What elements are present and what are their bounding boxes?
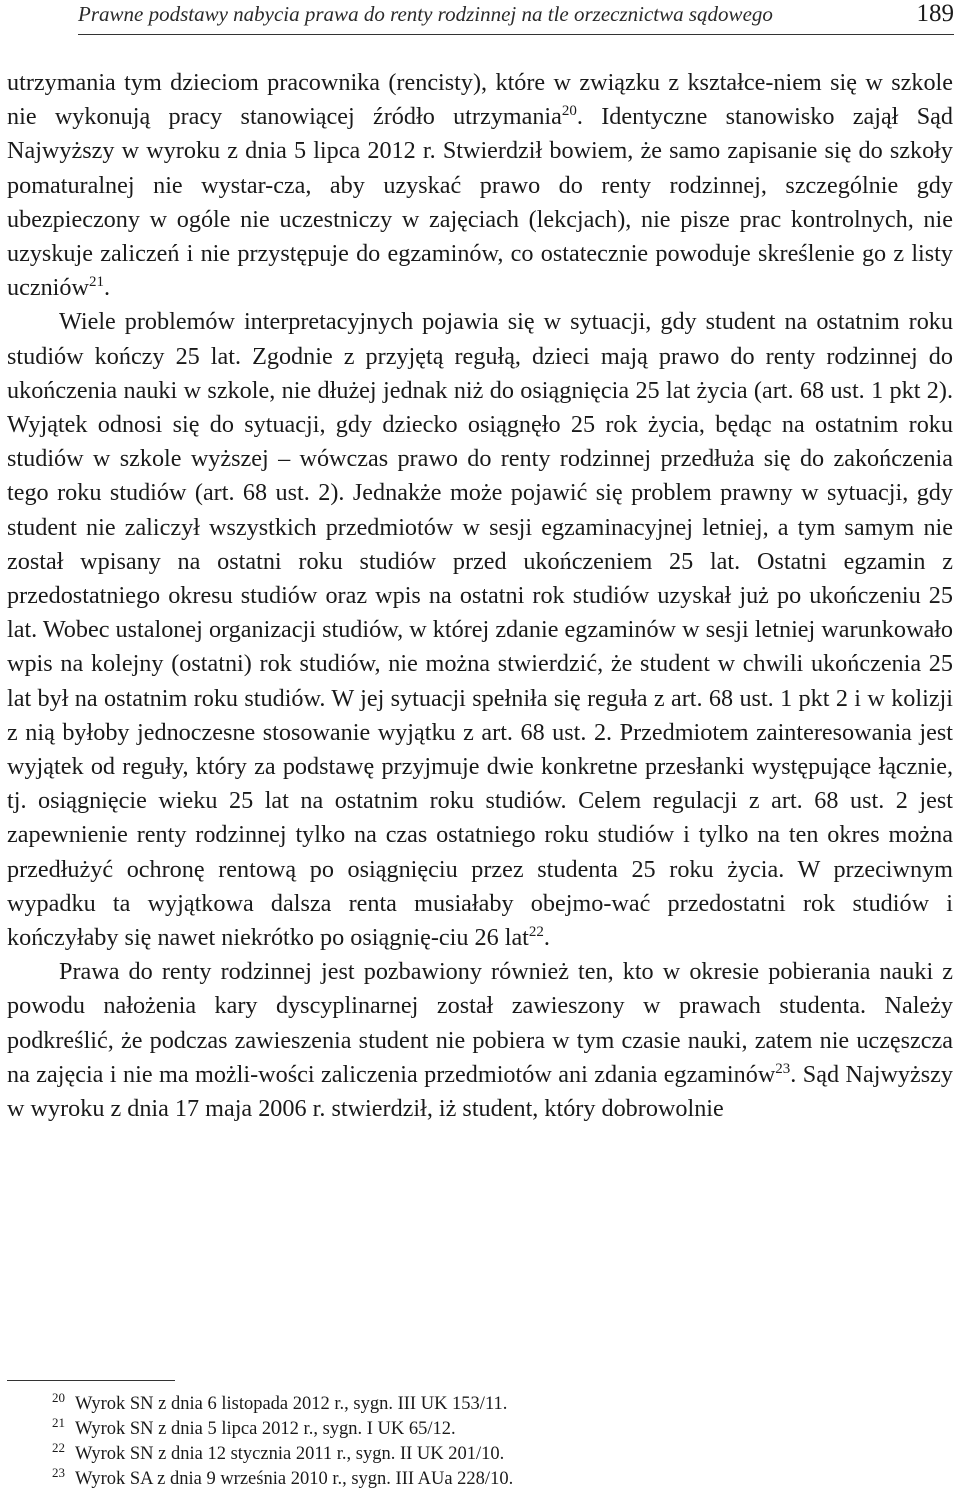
- footnote-text: Wyrok SN z dnia 12 stycznia 2011 r., sygn. II UK 201/10.: [75, 1444, 505, 1464]
- paragraph-1-text-a: utrzymania tym dzieciom pracownika (rencisty), które w związku z kształce-niem się w szkole nie wykonują pracy stanowiącej źródło utrzymania: [7, 69, 953, 131]
- footnote-ref-22: 22: [528, 924, 544, 941]
- footnote-22: 22 Wyrok SN z dnia 12 stycznia 2011 r., sygn. II UK 201/10.: [52, 1440, 505, 1464]
- paragraph-3-text-a: Prawa do renty rodzinnej jest pozbawiony również ten, kto w okresie pobierania nauki z powodu nałożenia kary dyscyplinarnej został zawieszony w prawach studenta. Należy podkreślić, że podczas zawieszenia student nie pobiera w tym czasie nauki, zatem nie uczęszcza na zajęcia i nie ma możli-wości zaliczenia przedmiotów ani zdania egzaminów: [7, 958, 953, 1088]
- footnote-20: 20 Wyrok SN z dnia 6 listopada 2012 r., sygn. III UK 153/11.: [52, 1390, 508, 1414]
- paragraph-3: [7, 955, 953, 1126]
- footnote-ref-20: 20: [561, 103, 577, 120]
- footnote-text: Wyrok SA z dnia 9 września 2010 r., sygn. III AUa 228/10.: [75, 1469, 514, 1489]
- page-number: 189: [916, 0, 954, 27]
- running-title: Prawne podstawy nabycia prawa do renty rodzinnej na tle orzecznictwa sądowego: [78, 2, 773, 26]
- footnote-ref-21: 21: [88, 274, 104, 291]
- paragraph-1-text-c: .: [103, 274, 110, 302]
- paragraph-1-text-b: . Identyczne stanowisko zajął Sąd Najwyższy w wyroku z dnia 5 lipca 2012 r. Stwierdził bowiem, że samo zapisanie się do szkoły pomaturalnej nie wystar-cza, aby uzyskać prawo do renty rodzinnej, szczególnie gdy ubezpieczony w ogóle nie uczestniczy w zajęciach (lekcjach), nie pisze prac kontrolnych, nie uzyskuje zaliczeń i nie przystępuje do egzaminów, co ostatecznie powoduje skreślenie go z listy uczniów: [7, 103, 953, 302]
- footnote-ref-23: 23: [775, 1060, 791, 1077]
- footnote-21: 21 Wyrok SN z dnia 5 lipca 2012 r., sygn. I UK 65/12.: [52, 1415, 456, 1439]
- running-header: [78, 0, 954, 34]
- paragraph-3-text-b: . Sąd Najwyższy w wyroku z dnia 17 maja 2006 r. stwierdził, iż student, który dobrowolnie: [7, 1060, 953, 1123]
- footnote-text: Wyrok SN z dnia 5 lipca 2012 r., sygn. I UK 65/12.: [75, 1419, 456, 1439]
- footnote-text: Wyrok SN z dnia 6 listopada 2012 r., sygn. III UK 153/11.: [75, 1394, 508, 1414]
- footnote-rule: [7, 1380, 175, 1381]
- paragraph-1: [7, 66, 953, 305]
- paragraph-2-text-b: .: [543, 924, 550, 952]
- header-rule: [78, 34, 954, 35]
- body-text: [7, 66, 953, 1126]
- paragraph-2-text-a: Wiele problemów interpretacyjnych pojawia się w sytuacji, gdy student na ostatnim roku studiów kończy 25 lat. Zgodnie z przyjętą regułą, dzieci mają prawo do renty rodzinnej do ukończenia nauki w szkole, nie dłużej jednak niż do osiągnięcia 25 lat życia (art. 68 ust. 1 pkt 2). Wyjątek odnosi się do sytuacji, gdy dziecko osiągnęło 25 rok życia, będąc na ostatnim roku studiów w szkole wyższej – wówczas prawo do renty rodzinnej przedłuża się do zakończenia tego roku studiów (art. 68 ust. 2). Jednakże może pojawić się problem prawny w sytuacji, gdy student nie zaliczył wszystkich przedmiotów w sesji egzaminacyjnej letniej, a tym samym nie został wpisany na ostatni roku studiów przed ukończeniem 25 lat. Ostatni egzamin z przedostatniego okresu studiów oraz wpis na ostatni rok studiów uzyskał już po ukończeniu 25 lat. Wobec ustalonej organizacji studiów, w której zdanie egzaminów w sesji letniej warunkowało wpis na kolejny (ostatni) rok studiów, nie można stwierdzić, że student w chwili ukończenia 25 lat był na ostatnim roku studiów. W jej sytuacji spełniła się reguła z art. 68 ust. 1 pkt 2 i w kolizji z nią byłoby jednoczesne stosowanie wyjątku z art. 68 ust. 2. Przedmiotem zainteresowania jest wyjątek od reguły, który za podstawę przyjmuje dwie konkretne przesłanki występujące łącznie, tj. osiągnięcie wieku 25 lat na ostatnim roku studiów. Celem regulacji z art. 68 ust. 2 jest zapewnienie renty rodzinnej tylko na czas ostatniego roku studiów i tylko na ten okres można przedłużyć ochronę rentową po osiągnięciu przez studenta 25 roku życia. W przeciwnym wypadku ta wyjątkowa dalsza renta musiałaby obejmo-wać przedostatni rok studiów i kończyłaby się nawet niekrótko po osiągnię-ciu 26 lat: [7, 308, 953, 952]
- paragraph-2: [7, 305, 953, 955]
- footnote-23: 23 Wyrok SA z dnia 9 września 2010 r., sygn. III AUa 228/10.: [52, 1465, 514, 1489]
- footnotes: [52, 1392, 932, 1492]
